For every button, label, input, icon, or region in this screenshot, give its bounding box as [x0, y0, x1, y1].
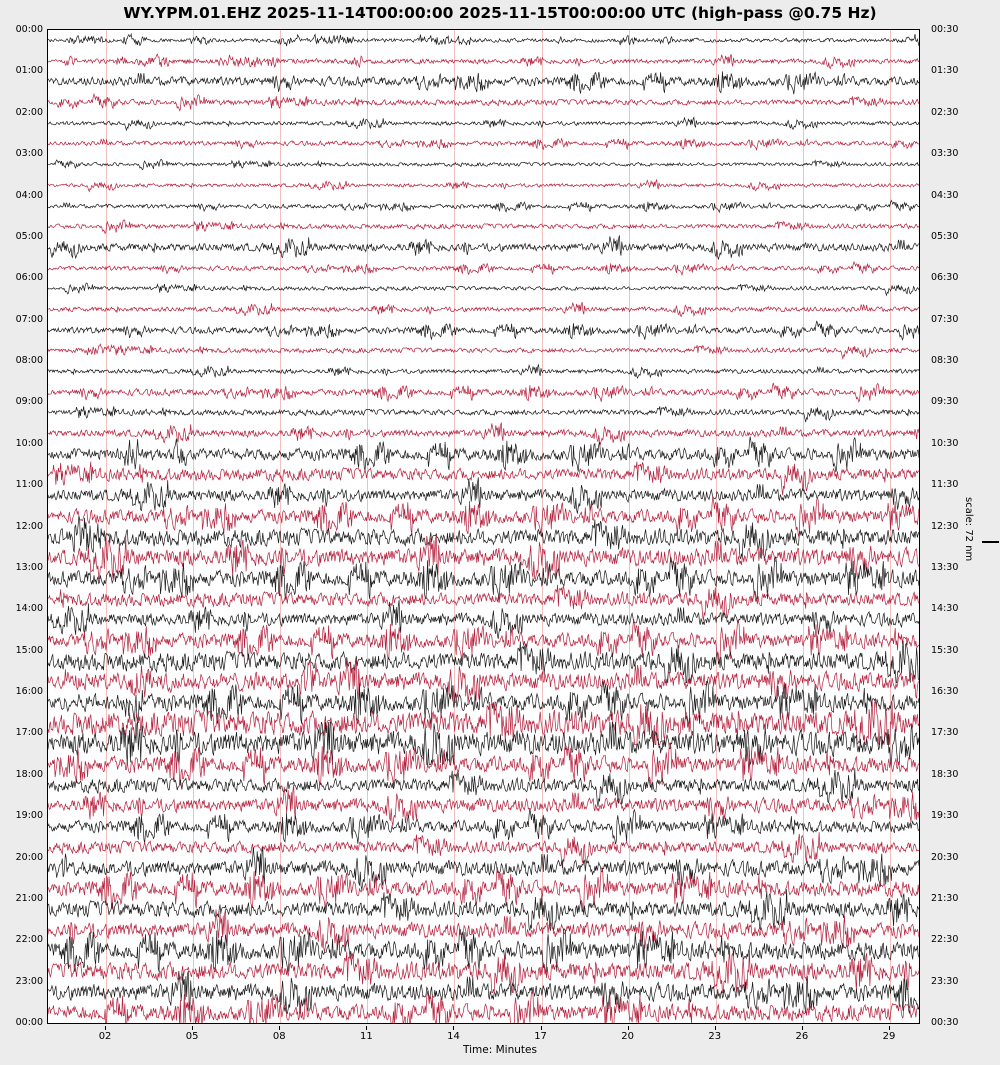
x-tick-label: 17 — [534, 1031, 547, 1042]
time-label-left: 02:00 — [15, 106, 43, 118]
time-label-right: 05:30 — [931, 230, 959, 242]
x-tick-label: 14 — [447, 1031, 460, 1042]
time-label-left: 12:00 — [15, 520, 43, 532]
time-label-right: 13:30 — [931, 561, 959, 573]
time-label-right: 22:30 — [931, 934, 959, 946]
time-label-right: 08:30 — [931, 355, 959, 366]
time-label-left: 22:00 — [15, 934, 43, 946]
time-label-right: 11:30 — [931, 479, 959, 491]
x-tick-mark — [192, 1026, 193, 1030]
time-label-left: 23:00 — [15, 975, 43, 987]
time-label-left: 13:00 — [15, 561, 43, 573]
time-label-right: 12:30 — [931, 520, 959, 532]
x-tick-mark — [279, 1026, 280, 1030]
time-label-right: 15:30 — [931, 644, 959, 656]
time-label-left: 15:00 — [15, 644, 43, 656]
x-tick-label: 23 — [708, 1031, 722, 1042]
time-label-left: 17:00 — [15, 727, 43, 739]
x-tick-label: 20 — [621, 1031, 635, 1042]
x-tick-label: 11 — [359, 1031, 373, 1042]
time-label-right: 14:30 — [931, 603, 959, 615]
x-tick-mark — [802, 1026, 803, 1030]
right-time-axis — [925, 24, 985, 1028]
time-label-right: 06:30 — [931, 272, 959, 284]
time-label-left: 05:00 — [15, 230, 43, 242]
x-tick-mark — [541, 1026, 542, 1030]
trace-row — [48, 990, 919, 1024]
x-tick-mark — [628, 1026, 629, 1030]
time-label-right: 17:30 — [931, 727, 959, 739]
x-tick-label: 02 — [98, 1031, 112, 1042]
page-title: WY.YPM.01.EHZ 2025-11-14T00:00:00 2025-11-15T00:00:00 UTC (high-pass @0.75 Hz) — [123, 4, 877, 22]
time-label-right: 09:30 — [931, 396, 959, 408]
time-label-right: 19:30 — [931, 810, 959, 822]
time-label-right: 02:30 — [931, 106, 959, 118]
time-label-right: 21:30 — [931, 892, 959, 904]
time-label-left: 21:00 — [15, 892, 43, 904]
time-label-left: 19:00 — [15, 810, 43, 822]
trace-line — [48, 990, 919, 1024]
time-label-left: 10:00 — [15, 437, 43, 449]
time-label-left: 14:00 — [15, 603, 43, 615]
time-label-right: 10:30 — [931, 437, 959, 449]
time-label-right: 00:30 — [931, 24, 959, 35]
time-label-right: 16:30 — [931, 686, 959, 697]
x-tick-mark — [715, 1026, 716, 1030]
time-label-left: 08:00 — [15, 355, 43, 366]
time-label-left: 04:00 — [15, 189, 43, 201]
time-label-left: 20:00 — [15, 851, 43, 863]
time-label-right: 18:30 — [931, 768, 959, 780]
scale-bar — [982, 541, 999, 543]
x-tick-mark — [366, 1026, 367, 1030]
x-axis-label: Time: Minutes — [463, 1044, 537, 1056]
time-label-right: 00:30 — [931, 1017, 959, 1028]
x-tick-label: 26 — [795, 1031, 809, 1042]
time-label-right: 07:30 — [931, 313, 959, 325]
left-time-axis — [0, 24, 43, 1028]
time-label-left: 09:00 — [15, 396, 43, 408]
time-label-right: 23:30 — [931, 975, 959, 987]
x-axis-ticks — [47, 1026, 920, 1042]
time-label-left: 18:00 — [15, 768, 43, 780]
x-tick-mark — [453, 1026, 454, 1030]
time-label-left: 16:00 — [15, 686, 43, 697]
plot-area — [47, 29, 920, 1024]
x-tick-label: 29 — [882, 1031, 896, 1042]
x-tick-mark — [889, 1026, 890, 1030]
x-tick-label: 05 — [185, 1031, 199, 1042]
x-tick-mark — [105, 1026, 106, 1030]
time-label-left: 11:00 — [15, 479, 43, 491]
time-label-right: 20:30 — [931, 851, 959, 863]
time-label-left: 00:00 — [15, 1017, 43, 1028]
time-label-right: 03:30 — [931, 148, 959, 160]
x-tick-label: 08 — [272, 1031, 286, 1042]
time-label-left: 01:00 — [15, 65, 43, 77]
time-label-left: 00:00 — [15, 24, 43, 35]
scale-label: scale: 72 nm — [963, 497, 974, 562]
time-label-left: 03:00 — [15, 148, 43, 160]
time-label-right: 01:30 — [931, 65, 959, 77]
time-label-right: 04:30 — [931, 189, 959, 201]
time-label-left: 07:00 — [15, 313, 43, 325]
time-label-left: 06:00 — [15, 272, 43, 284]
